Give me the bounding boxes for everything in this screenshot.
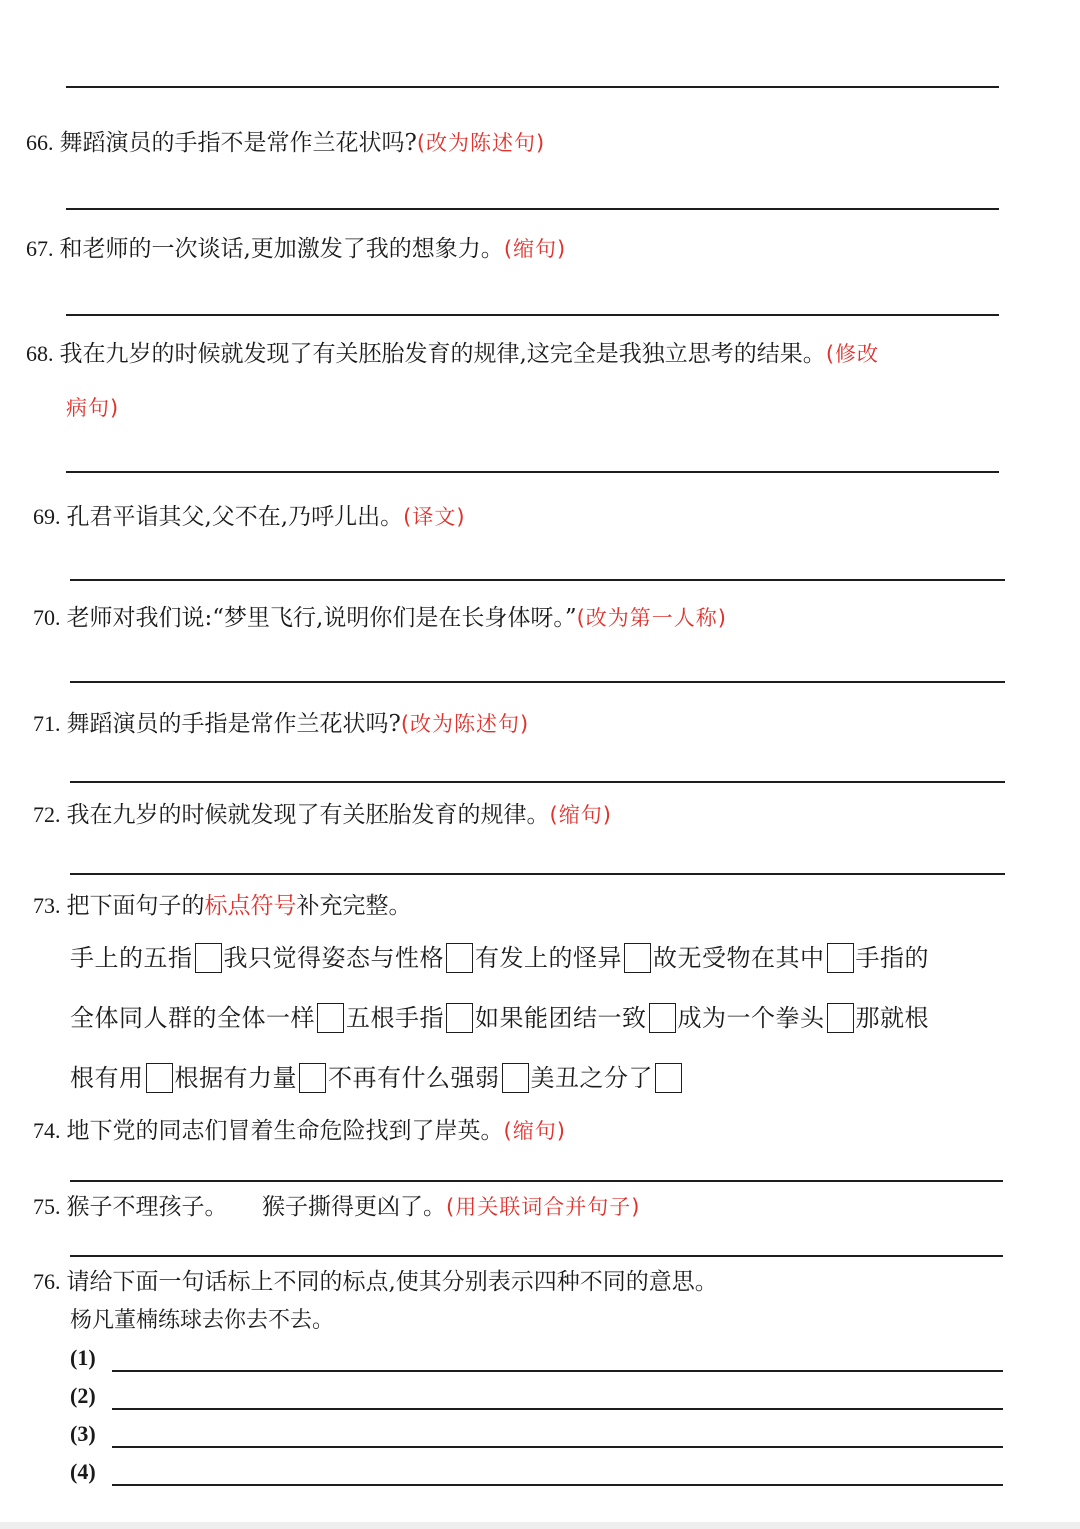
- question-66: 66. 舞蹈演员的手指不是常作兰花状吗?(改为陈述句): [26, 130, 546, 156]
- punctuation-box[interactable]: [827, 1003, 854, 1033]
- punctuation-box[interactable]: [317, 1003, 344, 1033]
- answer-line[interactable]: [70, 781, 1005, 783]
- punctuation-box[interactable]: [299, 1063, 326, 1093]
- sentence-fragment: 根有用: [70, 1064, 144, 1092]
- answer-label-1: (1): [70, 1345, 96, 1370]
- punctuation-row-3: [70, 1061, 684, 1095]
- question-74: 74. 地下党的同志们冒着生命危险找到了岸英。(缩句): [33, 1118, 566, 1144]
- sentence-fragment: 那就根: [855, 1004, 929, 1032]
- question-text: 老师对我们说:“梦里飞行,说明你们是在长身体呀。”: [66, 605, 577, 631]
- answer-line[interactable]: [70, 1255, 1003, 1257]
- question-text: 舞蹈演员的手指是常作兰花状吗?: [66, 711, 401, 737]
- answer-line[interactable]: [66, 208, 999, 210]
- question-71: 71. 舞蹈演员的手指是常作兰花状吗?(改为陈述句): [33, 711, 530, 737]
- punctuation-box[interactable]: [146, 1063, 173, 1093]
- punctuation-box[interactable]: [624, 943, 651, 973]
- punctuation-row-1: [70, 941, 929, 975]
- question-text: 把下面句子的: [66, 893, 205, 919]
- question-72: 72. 我在九岁的时候就发现了有关胚胎发育的规律。(缩句): [33, 802, 612, 828]
- sentence-fragment: 美丑之分了: [530, 1064, 653, 1092]
- punctuation-box[interactable]: [827, 943, 854, 973]
- instruction-hint: (缩句): [503, 237, 567, 261]
- punctuation-box[interactable]: [446, 1003, 473, 1033]
- sentence-fragment: 五根手指: [346, 1004, 444, 1032]
- question-69: 69. 孔君平诣其父,父不在,乃呼儿出。(译文): [33, 504, 466, 530]
- question-75: 75. 猴子不理孩子。 猴子撕得更凶了。(用关联词合并句子): [33, 1194, 641, 1220]
- question-text: 我在九岁的时候就发现了有关胚胎发育的规律。: [66, 802, 550, 828]
- question-70: 70. 老师对我们说:“梦里飞行,说明你们是在长身体呀。”(改为第一人称): [33, 605, 727, 631]
- answer-line[interactable]: [70, 873, 1005, 875]
- instruction-hint: (改为陈述句): [400, 712, 530, 736]
- answer-line[interactable]: [70, 681, 1005, 683]
- answer-line[interactable]: [112, 1446, 1003, 1448]
- highlighted-term: 标点符号: [204, 893, 297, 919]
- instruction-hint: (用关联词合并句子): [446, 1195, 641, 1219]
- answer-line[interactable]: [112, 1370, 1003, 1372]
- question-text: 孔君平诣其父,父不在,乃呼儿出。: [66, 504, 404, 530]
- answer-line[interactable]: [112, 1408, 1003, 1410]
- answer-label-3: (3): [70, 1421, 96, 1446]
- sentence-fragment: 有发上的怪异: [475, 944, 622, 972]
- punctuation-box[interactable]: [655, 1063, 682, 1093]
- instruction-hint: (改为陈述句): [416, 131, 546, 155]
- answer-label-2: (2): [70, 1383, 96, 1408]
- question-text: 和老师的一次谈话,更加激发了我的想象力。: [59, 236, 504, 262]
- punctuation-box[interactable]: [446, 943, 473, 973]
- question-text: 地下党的同志们冒着生命危险找到了岸英。: [66, 1118, 504, 1144]
- punctuation-box[interactable]: [195, 943, 222, 973]
- answer-line[interactable]: [66, 86, 999, 88]
- instruction-hint-continued: 病句): [66, 396, 120, 420]
- page-bottom-edge: [0, 1522, 1080, 1529]
- answer-line[interactable]: [112, 1484, 1003, 1486]
- answer-line[interactable]: [70, 579, 1005, 581]
- question-76: 76. 请给下面一句话标上不同的标点,使其分别表示四种不同的意思。: [33, 1269, 718, 1295]
- punctuation-row-2: [70, 1001, 929, 1035]
- instruction-hint: (缩句): [549, 803, 612, 827]
- answer-line[interactable]: [70, 1180, 1003, 1182]
- sentence-fragment: 全体同人群的全体一样: [70, 1004, 315, 1032]
- sentence-fragment: 成为一个拳头: [677, 1004, 825, 1032]
- question-73: 73. 把下面句子的标点符号补充完整。: [33, 893, 412, 919]
- question-text: 请给下面一句话标上不同的标点,使其分别表示四种不同的意思。: [66, 1269, 718, 1295]
- question-text: 猴子不理孩子。 猴子撕得更凶了。: [66, 1194, 446, 1220]
- question-67: 67. 和老师的一次谈话,更加激发了我的想象力。(缩句): [26, 236, 567, 262]
- punctuation-box[interactable]: [649, 1003, 676, 1033]
- answer-line[interactable]: [66, 314, 999, 316]
- sentence-fragment: 我只觉得姿态与性格: [223, 944, 444, 972]
- question-68: 68. 我在九岁的时候就发现了有关胚胎发育的规律,这完全是我独立思考的结果。(修改: [26, 341, 880, 367]
- question-text: 舞蹈演员的手指不是常作兰花状吗?: [59, 130, 417, 156]
- instruction-hint: (译文): [403, 505, 466, 529]
- instruction-hint: (修改: [825, 342, 880, 366]
- answer-label-4: (4): [70, 1459, 96, 1484]
- sentence-fragment: 不再有什么强弱: [328, 1064, 500, 1092]
- sentence-fragment: 根据有力量: [174, 1064, 297, 1092]
- sentence-fragment: 如果能团结一致: [475, 1004, 647, 1032]
- question-text: 我在九岁的时候就发现了有关胚胎发育的规律,这完全是我独立思考的结果。: [59, 341, 826, 367]
- example-sentence: 杨凡董楠练球去你去不去。: [70, 1308, 335, 1333]
- sentence-fragment: 故无受物在其中: [653, 944, 825, 972]
- instruction-hint: (改为第一人称): [576, 606, 727, 630]
- question-text-end: 补充完整。: [296, 893, 412, 919]
- sentence-fragment: 手上的五指: [70, 944, 193, 972]
- sentence-fragment: 手指的: [855, 944, 929, 972]
- instruction-hint: (缩句): [503, 1119, 566, 1143]
- punctuation-box[interactable]: [502, 1063, 529, 1093]
- answer-line[interactable]: [66, 471, 999, 473]
